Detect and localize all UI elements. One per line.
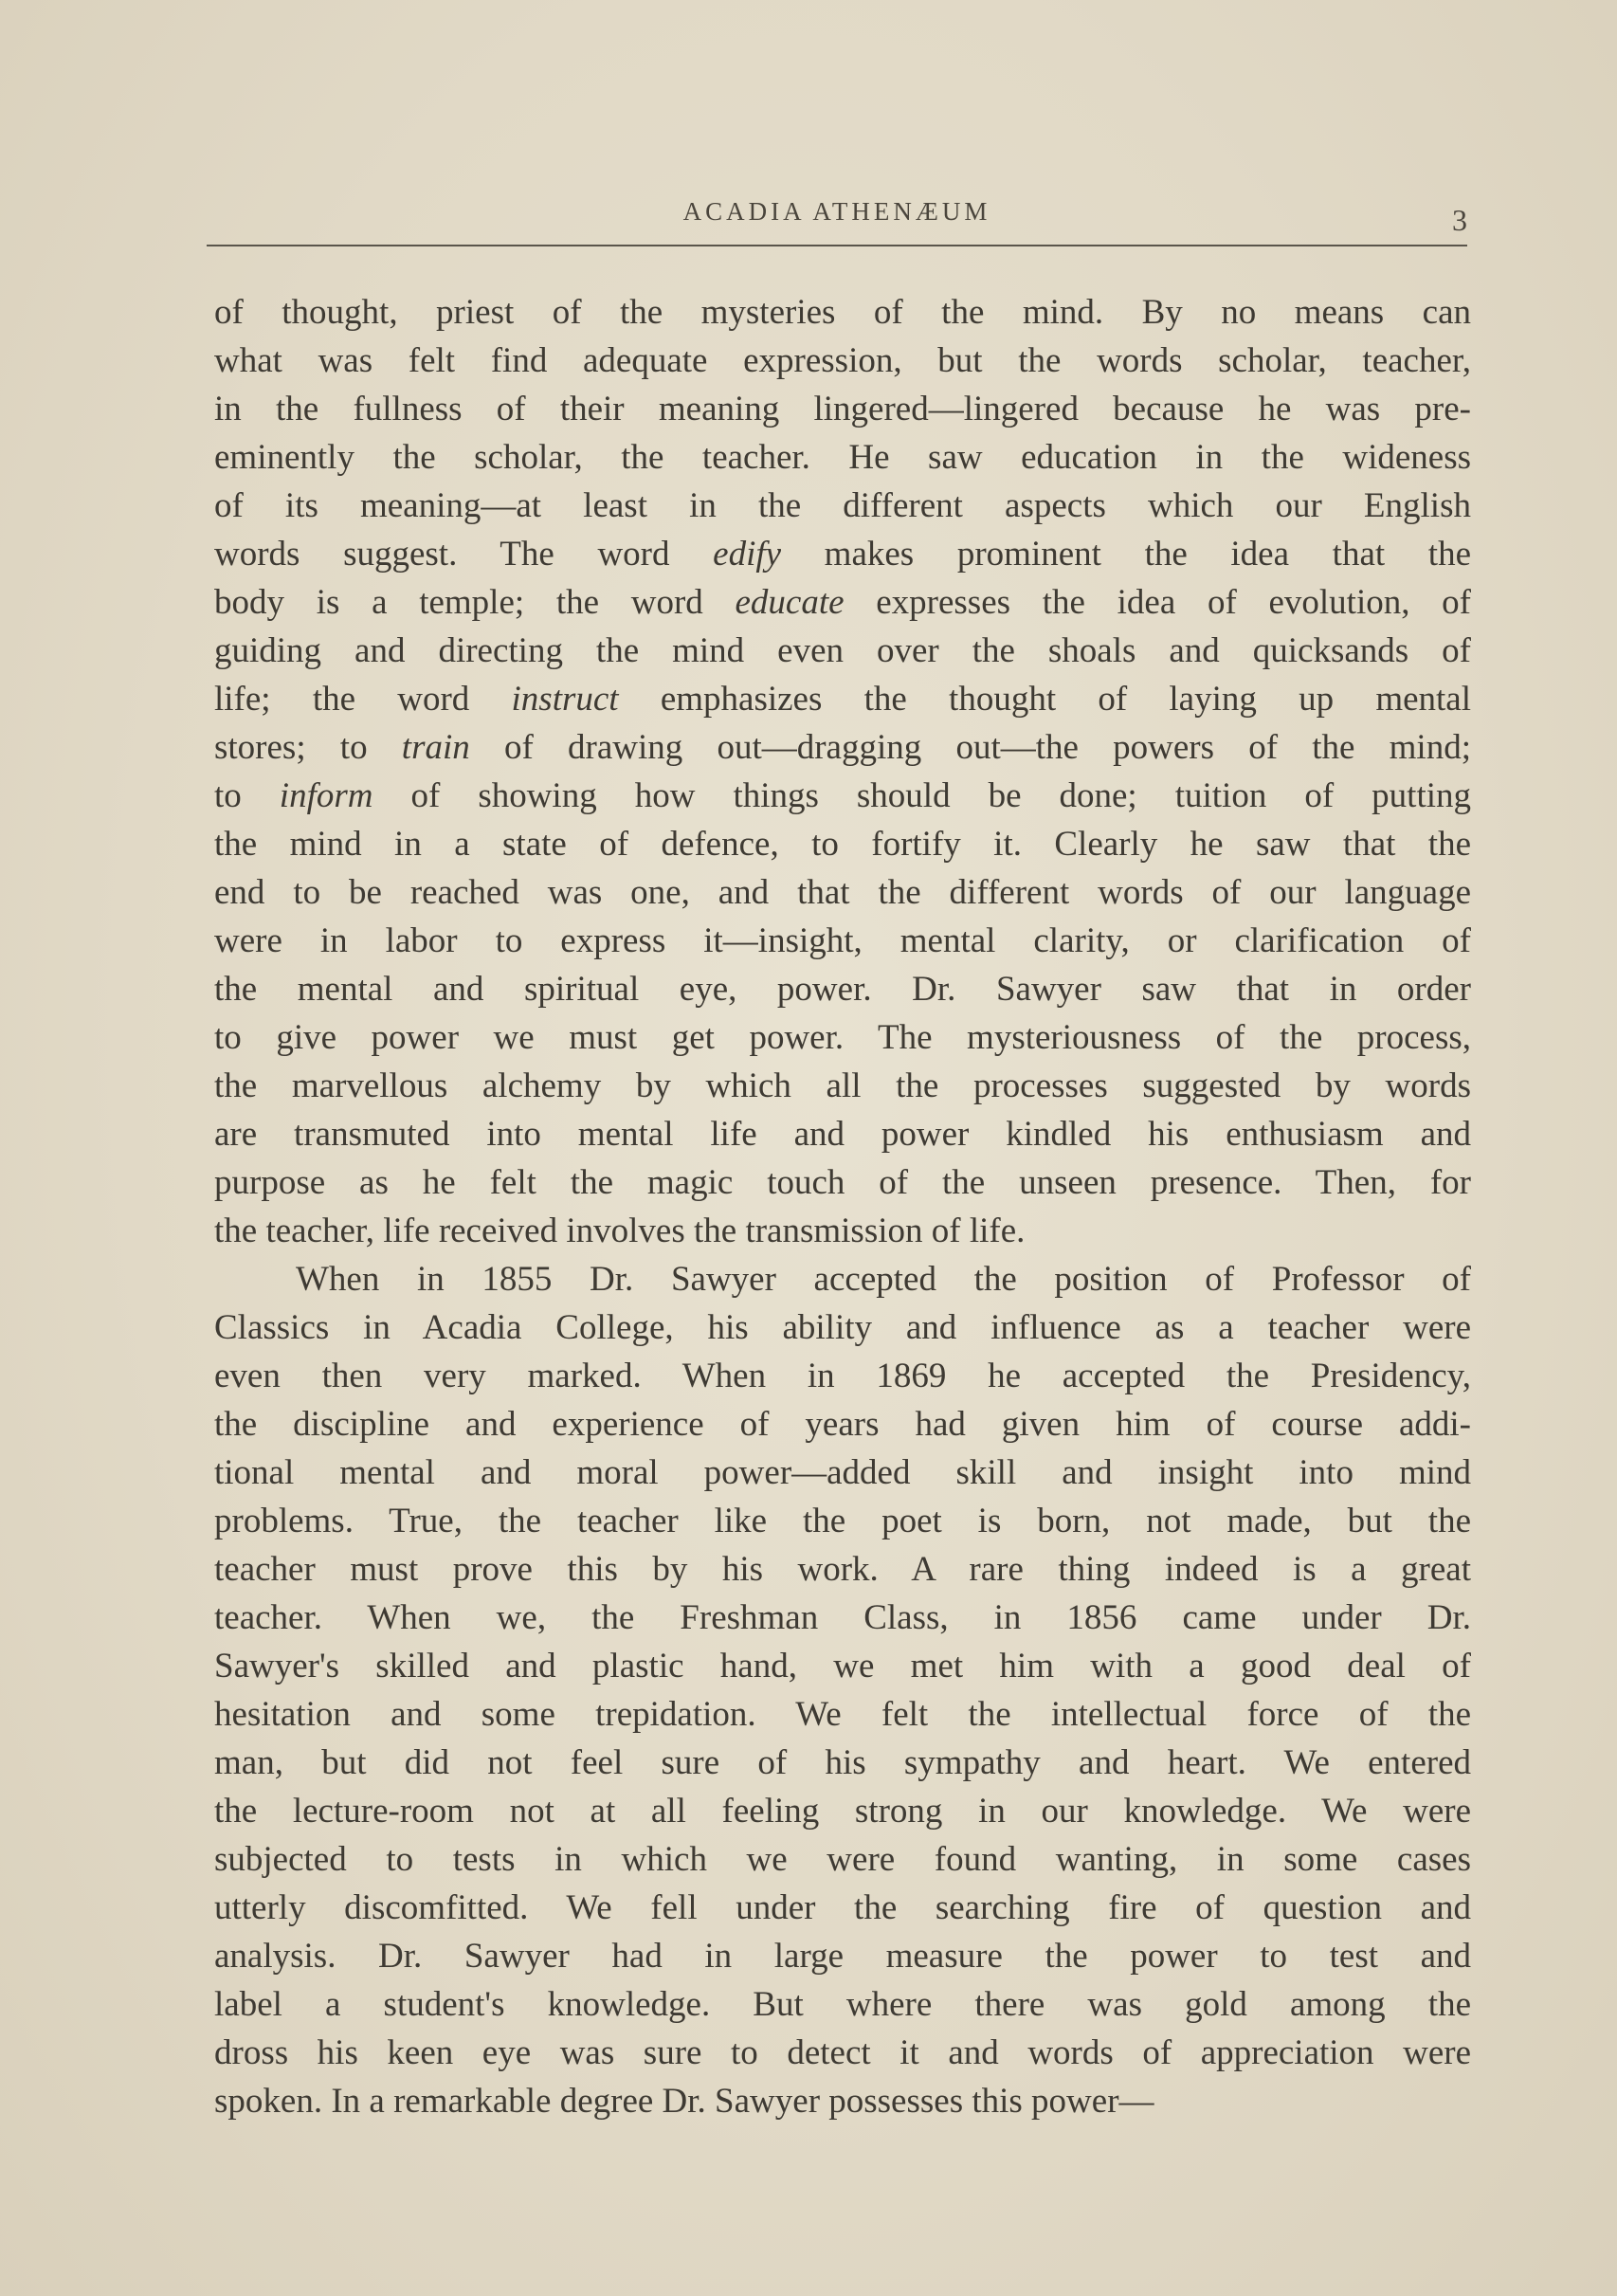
text-line: [214, 1449, 1471, 1497]
text-line: [214, 1884, 1471, 1932]
text-run: the teacher, life received involves the transmission of life.: [214, 1212, 1026, 1250]
text-run: of drawing out—dragging out—the powers of the mind;: [469, 728, 1471, 767]
text-run: the mind in a state of defence, to fortify it. Clearly he saw that the: [214, 825, 1471, 864]
text-line: [214, 1932, 1471, 1980]
italic-word: edify: [713, 535, 782, 574]
text-line: [214, 965, 1471, 1013]
text-run: makes prominent the idea that the: [781, 535, 1471, 574]
text-run: teacher. When we, the Freshman Class, in 1856 came under Dr.: [214, 1598, 1471, 1637]
text-run: When in 1855 Dr. Sawyer accepted the position of Professor of: [296, 1260, 1471, 1299]
text-line: [214, 1110, 1471, 1158]
body-text: [214, 288, 1471, 2125]
text-run: end to be reached was one, and that the different words of our language: [214, 873, 1471, 912]
text-line: [214, 1352, 1471, 1400]
text-line: [214, 1062, 1471, 1110]
text-run: man, but did not feel sure of his sympathy and heart. We entered: [214, 1743, 1471, 1782]
text-run: the mental and spiritual eye, power. Dr. Sawyer saw that in order: [214, 970, 1471, 1009]
text-run: problems. True, the teacher like the poet is born, not made, but the: [214, 1502, 1471, 1540]
italic-word: instruct: [511, 680, 619, 719]
text-line: [214, 1207, 1471, 1255]
text-line: [214, 1787, 1471, 1835]
text-run: teacher must prove this by his work. A rare thing indeed is a great: [214, 1550, 1471, 1589]
text-line: [214, 1400, 1471, 1449]
text-run: the lecture-room not at all feeling strong in our knowledge. We were: [214, 1792, 1471, 1831]
text-run: utterly discomfitted. We fell under the searching fire of question and: [214, 1888, 1471, 1927]
italic-word: educate: [735, 583, 845, 622]
header-rule: [207, 245, 1467, 246]
text-line: [214, 2029, 1471, 2077]
text-run: of thought, priest of the mysteries of the mind. By no means can: [214, 293, 1471, 332]
text-line: [214, 1980, 1471, 2029]
text-run: the marvellous alchemy by which all the processes suggested by words: [214, 1066, 1471, 1105]
text-run: words suggest. The word: [214, 535, 714, 574]
text-line: [214, 868, 1471, 917]
text-run: expresses the idea of evolution, of: [844, 583, 1471, 622]
text-run: dross his keen eye was sure to detect it and words of appreciation were: [214, 2033, 1471, 2072]
text-line: [214, 433, 1471, 482]
text-line: [214, 772, 1471, 820]
text-line: [214, 820, 1471, 868]
text-line: [214, 723, 1471, 772]
text-line: [214, 530, 1471, 578]
italic-word: train: [401, 728, 470, 767]
text-line: [214, 288, 1471, 337]
text-line: [214, 1545, 1471, 1594]
text-run: the discipline and experience of years had given him of course addi-: [214, 1405, 1471, 1444]
text-run: in the fullness of their meaning lingered—lingered because he was pre-: [214, 390, 1471, 428]
text-line: [214, 1013, 1471, 1062]
text-run: guiding and directing the mind even over the shoals and quicksands of: [214, 631, 1471, 670]
text-line: [214, 1594, 1471, 1642]
text-run: subjected to tests in which we were found wanting, in some cases: [214, 1840, 1471, 1879]
text-line: [214, 1642, 1471, 1690]
text-line: [214, 2077, 1471, 2125]
text-run: emphasizes the thought of laying up mental: [618, 680, 1471, 719]
text-line: [214, 917, 1471, 965]
text-run: tional mental and moral power—added skill and insight into mind: [214, 1453, 1471, 1492]
text-run: hesitation and some trepidation. We felt the intellectual force of the: [214, 1695, 1471, 1734]
text-run: to give power we must get power. The mysteriousness of the process,: [214, 1018, 1471, 1057]
text-line: [214, 1497, 1471, 1545]
text-run: of showing how things should be done; tuition of putting: [372, 776, 1471, 815]
text-line: [214, 1739, 1471, 1787]
text-line: [214, 1255, 1471, 1303]
text-run: spoken. In a remarkable degree Dr. Sawyer possesses this power—: [214, 2082, 1154, 2121]
text-line: [214, 337, 1471, 385]
text-line: [214, 385, 1471, 433]
text-line: [214, 482, 1471, 530]
text-line: [214, 578, 1471, 627]
text-run: are transmuted into mental life and power kindled his enthusiasm and: [214, 1115, 1471, 1154]
italic-word: inform: [279, 776, 373, 815]
text-line: [214, 675, 1471, 723]
text-line: [214, 1690, 1471, 1739]
page-header: [207, 197, 1467, 246]
text-run: label a student's knowledge. But where there was gold among the: [214, 1985, 1471, 2024]
text-run: were in labor to express it—insight, mental clarity, or clarification of: [214, 921, 1471, 960]
text-run: eminently the scholar, the teacher. He saw education in the wideness: [214, 438, 1471, 477]
page-number: 3: [1452, 203, 1467, 237]
text-run: purpose as he felt the magic touch of the unseen presence. Then, for: [214, 1163, 1471, 1202]
running-title: ACADIA ATHENÆUM: [682, 197, 991, 226]
text-run: even then very marked. When in 1869 he accepted the Presidency,: [214, 1357, 1471, 1395]
text-run: Sawyer's skilled and plastic hand, we met him with a good deal of: [214, 1647, 1471, 1686]
text-run: of its meaning—at least in the different aspects which our English: [214, 486, 1471, 525]
text-run: analysis. Dr. Sawyer had in large measure the power to test and: [214, 1937, 1471, 1976]
text-run: to: [214, 776, 280, 815]
text-run: what was felt find adequate expression, but the words scholar, teacher,: [214, 341, 1471, 380]
text-line: [214, 1835, 1471, 1884]
text-run: Classics in Acadia College, his ability and influence as a teacher were: [214, 1308, 1471, 1347]
text-line: [214, 627, 1471, 675]
text-line: [214, 1303, 1471, 1352]
text-line: [214, 1158, 1471, 1207]
text-run: body is a temple; the word: [214, 583, 736, 622]
text-run: life; the word: [214, 680, 512, 719]
text-run: stores; to: [214, 728, 402, 767]
